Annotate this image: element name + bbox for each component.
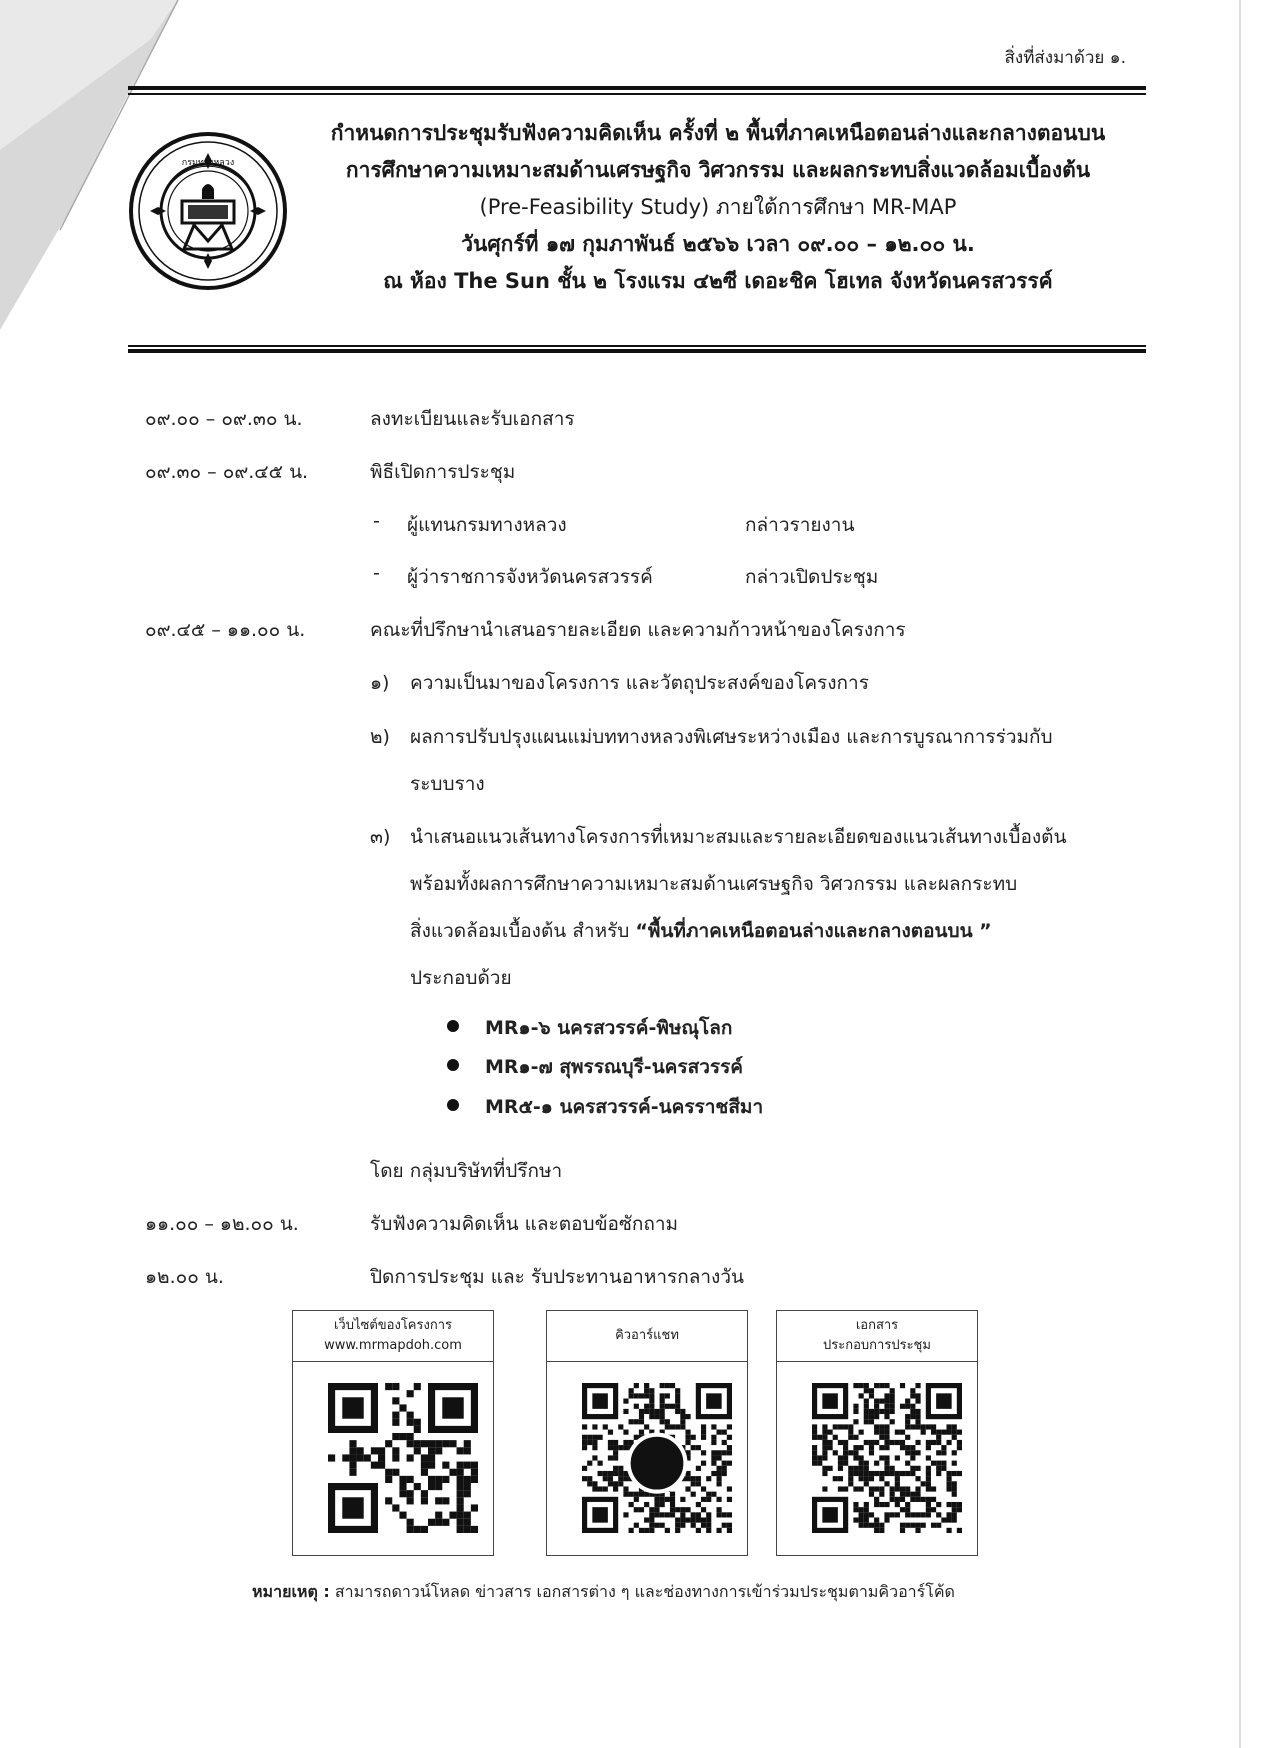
point-number: ๑): [370, 672, 390, 694]
region-name: “พื้นที่ภาคเหนือตอนล่างและกลางตอนบน ”: [635, 920, 992, 942]
attachment-label: สิ่งที่ส่งมาด้วย ๑.: [1004, 48, 1126, 68]
qr-card-website[interactable]: [292, 1310, 494, 1556]
time-slot: ๐๙.๔๕ – ๑๑.๐๐ น.: [145, 619, 306, 641]
qr-label-line: คิวอาร์แชท: [615, 1328, 679, 1343]
qr-label-line: เอกสาร: [855, 1318, 899, 1333]
title-block: [298, 115, 1138, 300]
qr-label: [777, 1311, 977, 1362]
role-text: ผู้แทนกรมทางหลวง: [407, 514, 567, 536]
dash-marker: -: [373, 510, 380, 532]
footnote-text: สามารถดาวน์โหลด ข่าวสาร เอกสารต่าง ๆ และช่องทางการเข้าร่วมประชุมตามคิวอาร์โค้ด: [329, 1582, 955, 1601]
action-text: กล่าวรายงาน: [745, 514, 855, 536]
agenda-text: ปิดการประชุม และ รับประทานอาหารกลางวัน: [370, 1266, 744, 1288]
footnote: [252, 1580, 955, 1605]
seal-text: กรมทางหลวง: [181, 158, 235, 168]
title-line-5: ณ ห้อง The Sun ชั้น ๒ โรงแรม ๔๒ซี เดอะชิค โฮเทล จังหวัดนครสวรรค์: [383, 269, 1053, 293]
point-text: ความเป็นมาของโครงการ และวัตถุประสงค์ของโครงการ: [410, 672, 869, 694]
bottom-rule-thin: [128, 345, 1146, 347]
point-text: ประกอบด้วย: [410, 967, 512, 989]
top-rule: [128, 86, 1146, 90]
time-slot: ๑๑.๐๐ – ๑๒.๐๐ น.: [145, 1213, 299, 1235]
action-text: กล่าวเปิดประชุม: [745, 566, 879, 588]
agenda-text: คณะที่ปรึกษานำเสนอรายละเอียด และความก้าวหน้าของโครงการ: [370, 619, 906, 641]
agenda-text: ลงทะเบียนและรับเอกสาร: [370, 408, 575, 430]
route-name: MR๑-๗ สุพรรณบุรี-นครสวรรค์: [485, 1056, 743, 1078]
point-number: ๓): [370, 826, 391, 848]
qr-label-url: www.mrmapdoh.com: [324, 1338, 462, 1353]
title-line-2: การศึกษาความเหมาะสมด้านเศรษฐกิจ วิศวกรรม และผลกระทบสิ่งแวดล้อมเบื้องต้น: [345, 158, 1091, 182]
route-name: MR๕-๑ นครสวรรค์-นครราชสีมา: [485, 1096, 764, 1118]
bullet-icon: [447, 1059, 459, 1071]
title-line-4: วันศุกร์ที่ ๑๗ กุมภาพันธ์ ๒๕๖๖ เวลา ๐๙.๐๐ – ๑๒.๐๐ น.: [461, 232, 975, 256]
time-slot: ๐๙.๐๐ – ๐๙.๓๐ น.: [145, 408, 303, 430]
role-text: ผู้ว่าราชการจังหวัดนครสวรรค์: [407, 566, 653, 588]
bottom-rule: [128, 349, 1146, 353]
qr-code-icon[interactable]: [812, 1383, 962, 1533]
agenda-text: รับฟังความคิดเห็น และตอบข้อซักถาม: [370, 1213, 679, 1235]
qr-label: [293, 1311, 493, 1362]
time-slot: ๑๒.๐๐ น.: [145, 1266, 224, 1288]
presenter-text: โดย กลุ่มบริษัทที่ปรึกษา: [370, 1160, 563, 1182]
qr-code-icon[interactable]: [328, 1383, 478, 1533]
qr-label-line: ประกอบการประชุม: [823, 1338, 931, 1353]
footnote-label: หมายเหตุ :: [252, 1582, 330, 1601]
point-text: พร้อมทั้งผลการศึกษาความเหมาะสมด้านเศรษฐกิจ วิศวกรรม และผลกระทบ: [410, 873, 1018, 895]
department-seal-logo: [128, 131, 288, 291]
point-text: นำเสนอแนวเส้นทางโครงการที่เหมาะสมและรายละเอียดของแนวเส้นทางเบื้องต้น: [410, 826, 1067, 848]
point-text: ผลการปรับปรุงแผนแม่บททางหลวงพิเศษระหว่างเมือง และการบูรณาการร่วมกับ: [410, 726, 1053, 748]
point-number: ๒): [370, 726, 390, 748]
qr-label: [547, 1311, 747, 1362]
bullet-icon: [447, 1099, 459, 1111]
header: [128, 95, 1146, 345]
qr-label-line: เว็บไซต์ของโครงการ: [333, 1318, 452, 1333]
point-text: ระบบราง: [410, 773, 485, 795]
qr-card-documents[interactable]: [776, 1310, 978, 1556]
time-slot: ๐๙.๓๐ – ๐๙.๔๕ น.: [145, 461, 309, 483]
point-text: [410, 916, 992, 946]
title-line-3: (Pre-Feasibility Study) ภายใต้การศึกษา MR-MAP: [479, 195, 957, 219]
bullet-icon: [447, 1020, 459, 1032]
agenda-text: พิธีเปิดการประชุม: [370, 461, 516, 483]
dash-marker: -: [373, 562, 380, 584]
title-line-1: กำหนดการประชุมรับฟังความคิดเห็น ครั้งที่ ๒ พื้นที่ภาคเหนือตอนล่างและกลางตอนบน: [330, 121, 1106, 145]
point-text-prefix: สิ่งแวดล้อมเบื้องต้น สำหรับ: [410, 920, 630, 942]
qr-code-icon[interactable]: [582, 1383, 732, 1533]
qr-card-chat[interactable]: [546, 1310, 748, 1556]
route-name: MR๑-๖ นครสวรรค์-พิษณุโลก: [485, 1017, 733, 1039]
